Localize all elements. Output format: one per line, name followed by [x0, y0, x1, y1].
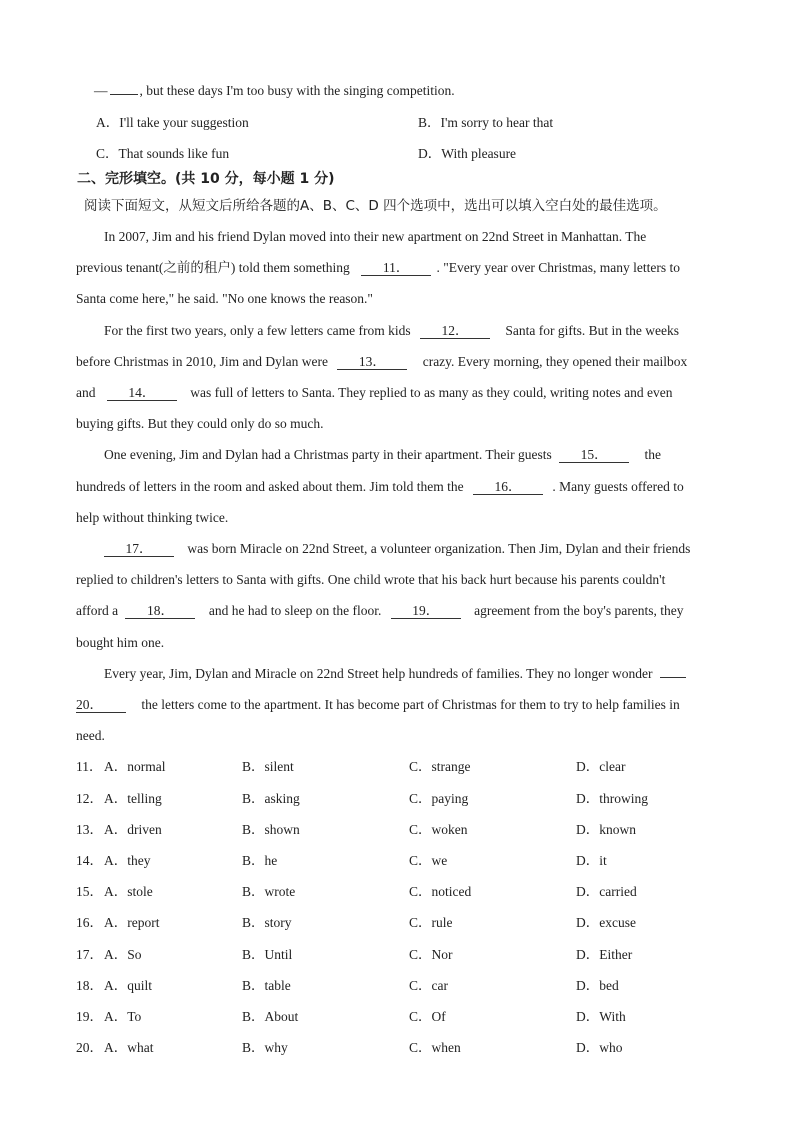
choice-option-b: B．Until	[242, 947, 293, 962]
passage-line-5: before Christmas in 2010, Jim and Dylan were 13． crazy. Every morning, they opened their mailbox	[76, 354, 688, 369]
choice-option-d: D．who	[576, 1040, 623, 1055]
blank-16: 16．	[473, 479, 543, 495]
choice-option-c: C．Nor	[409, 947, 453, 962]
choice-option-a: A．they	[104, 853, 151, 868]
choice-option-d: D．bed	[576, 978, 619, 993]
choice-option-d: D．it	[576, 853, 607, 868]
choice-option-b: B．About	[242, 1009, 299, 1024]
choice-option-b: B．why	[242, 1040, 288, 1055]
choice-option-a: A．stole	[104, 884, 153, 899]
choice-row	[76, 883, 736, 901]
choice-option-c: C．paying	[409, 791, 469, 806]
choice-option-a: A．what	[104, 1040, 154, 1055]
choice-row	[76, 914, 736, 932]
choice-option-c: C．car	[409, 978, 448, 993]
choice-option-d: D．known	[576, 822, 636, 837]
choice-number: 19．	[76, 1009, 103, 1024]
choice-row	[76, 852, 736, 870]
blank-12: 12．	[420, 323, 490, 339]
blank-20: 20．	[76, 697, 126, 713]
choice-option-a: A．telling	[104, 791, 162, 806]
choice-number: 17．	[76, 947, 103, 962]
choice-option-b: B．shown	[242, 822, 300, 837]
passage-line-12: replied to children's letters to Santa with gifts. One child wrote that his back hurt because his parents couldn't	[76, 572, 666, 587]
q10-blank	[110, 94, 138, 95]
passage-line-9: hundreds of letters in the room and asked about them. Jim told them the 16． . Many guests offered to	[76, 479, 684, 494]
choice-option-d: D．excuse	[576, 915, 636, 930]
choice-option-c: C．strange	[409, 759, 471, 774]
choice-option-d: D．Either	[576, 947, 633, 962]
choice-row	[76, 790, 736, 808]
blank-19: 19．	[391, 603, 461, 619]
blank-14: 14．	[107, 385, 177, 401]
blank-11: 11．	[361, 260, 431, 276]
choice-option-b: B．wrote	[242, 884, 296, 899]
blank-15: 15．	[559, 447, 629, 463]
q10-dash: —	[94, 83, 108, 98]
blank-18: 18．	[125, 603, 195, 619]
section-title: 二、完形填空。(共 10 分，每小题 1 分)	[77, 171, 335, 187]
choice-option-b: B．he	[242, 853, 278, 868]
choice-option-b: B．table	[242, 978, 291, 993]
choice-row	[76, 977, 736, 995]
passage-line-16: 20． the letters come to the apartment. It has become part of Christmas for them to try to help families in	[76, 697, 680, 712]
passage-line-4: For the first two years, only a few letters came from kids 12． Santa for gifts. But in the weeks	[104, 323, 680, 338]
choice-option-a: A．report	[104, 915, 160, 930]
choice-option-c: C．we	[409, 853, 448, 868]
choice-option-d: D．clear	[576, 759, 626, 774]
section-instruction: 阅读下面短文，从短文后所给各题的A、B、C、D 四个选项中，选出可以填入空白处的最佳选项。	[84, 198, 667, 214]
passage-line-10: help without thinking twice.	[76, 510, 229, 525]
choice-number: 13．	[76, 822, 103, 837]
choice-number: 20．	[76, 1040, 103, 1055]
choice-option-a: A．quilt	[104, 978, 153, 993]
choice-option-d: D．carried	[576, 884, 637, 899]
passage-line-8: One evening, Jim and Dylan had a Christmas party in their apartment. Their guests 15． the	[104, 447, 662, 462]
passage-line-15: Every year, Jim, Dylan and Miracle on 22nd Street help hundreds of families. They no longer wonder	[104, 665, 688, 683]
choice-option-d: D．throwing	[576, 791, 648, 806]
blank-17: 17．	[104, 541, 174, 557]
passage-line-14: bought him one.	[76, 635, 165, 650]
q10-prompt-text: , but these days I'm too busy with the singing competition.	[139, 83, 455, 98]
choice-row	[76, 1008, 736, 1026]
choice-option-c: C．rule	[409, 915, 453, 930]
choice-option-b: B．asking	[242, 791, 300, 806]
choice-option-c: C．woken	[409, 822, 468, 837]
choice-option-a: A．To	[104, 1009, 142, 1024]
choice-number: 15．	[76, 884, 103, 899]
choice-row	[76, 758, 736, 776]
blank-20-start	[660, 677, 686, 678]
choice-option-a: A．driven	[104, 822, 162, 837]
choice-number: 11．	[76, 759, 103, 774]
passage-line-7: buying gifts. But they could only do so much.	[76, 416, 324, 431]
blank-13: 13．	[337, 354, 407, 370]
choice-option-b: B．story	[242, 915, 292, 930]
choice-number: 18．	[76, 978, 103, 993]
choice-number: 12．	[76, 791, 103, 806]
q10-option-d: D．With pleasure	[418, 146, 517, 161]
choice-option-d: D．With	[576, 1009, 626, 1024]
choice-option-c: C．when	[409, 1040, 461, 1055]
q10-option-b: B．I'm sorry to hear that	[418, 115, 554, 130]
choice-row	[76, 1039, 736, 1057]
choice-number: 16．	[76, 915, 103, 930]
choice-number: 14．	[76, 853, 103, 868]
choice-option-c: C．Of	[409, 1009, 446, 1024]
passage-line-3: Santa come here," he said. "No one knows the reason."	[76, 291, 373, 306]
q10-prompt	[94, 82, 455, 100]
q10-option-a: A．I'll take your suggestion	[96, 115, 249, 130]
passage-line-11: 17． was born Miracle on 22nd Street, a volunteer organization. Then Jim, Dylan and their friends	[104, 540, 690, 558]
q10-option-c: C．That sounds like fun	[96, 146, 230, 161]
passage-line-6: and 14． was full of letters to Santa. They replied to as many as they could, writing notes and even	[76, 385, 673, 400]
choice-row	[76, 821, 736, 839]
choice-row	[76, 946, 736, 964]
passage-line-17: need.	[76, 728, 105, 743]
choice-option-c: C．noticed	[409, 884, 472, 899]
passage-line-1: In 2007, Jim and his friend Dylan moved into their new apartment on 22nd Street in Manhattan. The	[104, 229, 647, 244]
passage-line-2: previous tenant(之前的租户) told them something 11． . "Every year over Christmas, many letters to	[76, 260, 681, 275]
choice-option-a: A．normal	[104, 759, 166, 774]
passage-line-13: afford a 18． and he had to sleep on the floor. 19． agreement from the boy's parents, they	[76, 603, 684, 618]
choice-option-a: A．So	[104, 947, 142, 962]
choice-option-b: B．silent	[242, 759, 294, 774]
